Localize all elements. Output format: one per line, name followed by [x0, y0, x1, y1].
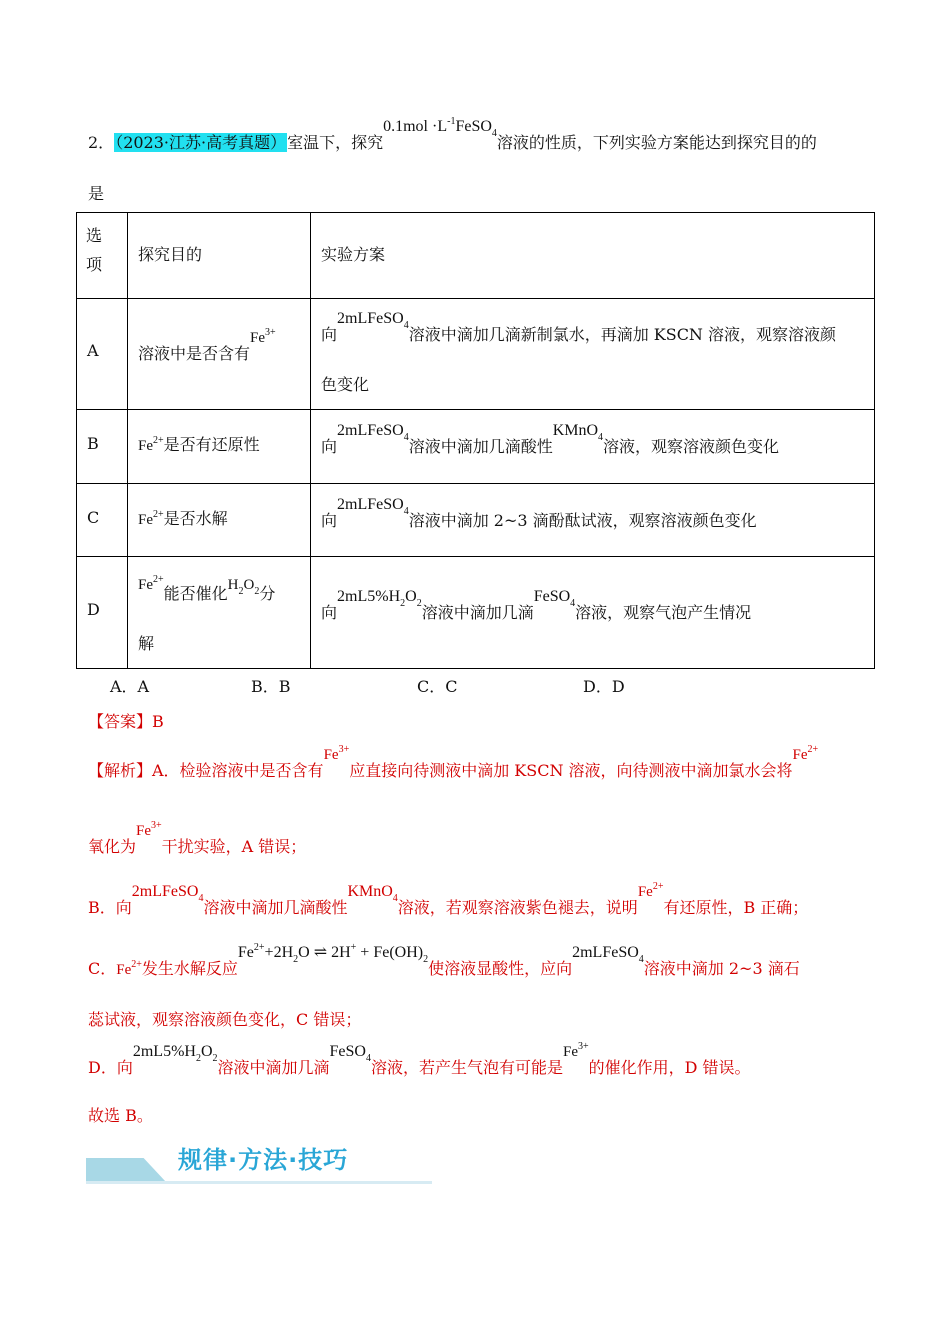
- plan-cell: 向2mLFeSO$_4$溶液中滴加几滴新制氯水，再滴加 KSCN 溶液，观察溶液颜: [321, 310, 837, 344]
- option-label: D: [87, 600, 100, 619]
- choice-b[interactable]: B．B: [251, 677, 291, 696]
- banner-underline: [86, 1181, 432, 1184]
- choice-c[interactable]: C．C: [417, 677, 458, 696]
- header-option: 选 项: [86, 226, 103, 274]
- option-label: A: [87, 341, 99, 360]
- purpose-cell: 溶液中是否含有$Fe^{3+}$: [138, 327, 276, 363]
- question-text: 溶液的性质，下列实验方案能达到探究目的的: [496, 133, 817, 152]
- table-row: [77, 484, 875, 557]
- purpose-cell: $Fe^{2+}$是否水解: [138, 509, 228, 528]
- plan-cell: 向$2mL5\%H_2O_2$溶液中滴加几滴FeSO$_4$溶液，观察气泡产生情况: [321, 588, 752, 622]
- table-header-row: [77, 213, 875, 299]
- header-plan: 实验方案: [321, 245, 386, 264]
- answer-label: 【答案】B: [88, 712, 164, 731]
- analysis-b: B．向2mLFeSO$_4$溶液中滴加几滴酸性KMnO$_4$溶液，若观察溶液紫色褪去，说明$Fe^{2+}$有还原性，B 正确；: [88, 881, 809, 917]
- choice-d[interactable]: D．D: [583, 677, 625, 696]
- plan-cell-line2: 色变化: [321, 375, 370, 394]
- analysis-d: D．向$2mL5\%H_2O_2$溶液中滴加几滴FeSO$_4$溶液，若产生气泡有可能是$Fe^{3+}$的催化作用，D 错误。: [88, 1041, 751, 1077]
- analysis-a-line2: 氧化为$Fe^{3+}$干扰实验，A 错误；: [88, 820, 307, 856]
- purpose-cell: $Fe^{2+}$是否有还原性: [138, 435, 260, 454]
- question-source-tag: （2023·江苏·高考真题）: [115, 133, 287, 152]
- analysis-conclusion: 故选 B。: [88, 1106, 153, 1125]
- section-title: 规律·方法·技巧: [178, 1146, 349, 1174]
- choice-a[interactable]: A．A: [110, 677, 150, 696]
- section-banner: [86, 1140, 432, 1186]
- experiment-table: [76, 212, 875, 669]
- analysis-c-line2: 蕊试液，观察溶液颜色变化，C 错误；: [88, 1010, 362, 1029]
- analysis-c: C．$Fe^{2+}$发生水解反应$Fe^{2+}+2H_2O$ ⇌ $2H^+ + Fe(OH)_2$使溶液显酸性，应向2mLFeSO$_4$溶液中滴加 2~3 滴石: [88, 942, 800, 978]
- question-stem: [88, 116, 817, 153]
- purpose-cell-line2: 解: [138, 634, 155, 653]
- option-label: C: [87, 508, 100, 527]
- purpose-cell: $Fe^{2+}$能否催化$H_2O_2$分: [138, 574, 276, 603]
- question-tail: 是: [88, 184, 105, 203]
- table-row: [77, 557, 875, 669]
- banner-decoration: [86, 1158, 166, 1182]
- table-row: [77, 299, 875, 410]
- plan-cell: 向2mLFeSO$_4$溶液中滴加 2~3 滴酚酞试液，观察溶液颜色变化: [321, 496, 757, 530]
- question-number: 2．: [88, 133, 115, 152]
- table-row: [77, 410, 875, 484]
- hydrolysis-equation: $Fe^{2+}+2H_2O$ ⇌ $2H^+ + Fe(OH)_2$: [237, 942, 429, 965]
- header-purpose: 探究目的: [138, 245, 203, 264]
- analysis-a: 【解析】A．检验溶液中是否含有$Fe^{3+}$应直接向待测液中滴加 KSCN 溶液，向待测液中滴加氯水会将$Fe^{2+}$: [88, 744, 819, 780]
- question-formula: $0.1mol \cdot L^{-1}FeSO_4$: [383, 116, 497, 139]
- question-text: 室温下，探究: [287, 133, 384, 152]
- option-label: B: [87, 434, 99, 453]
- plan-cell: 向2mLFeSO$_4$溶液中滴加几滴酸性KMnO$_4$溶液，观察溶液颜色变化: [321, 422, 780, 456]
